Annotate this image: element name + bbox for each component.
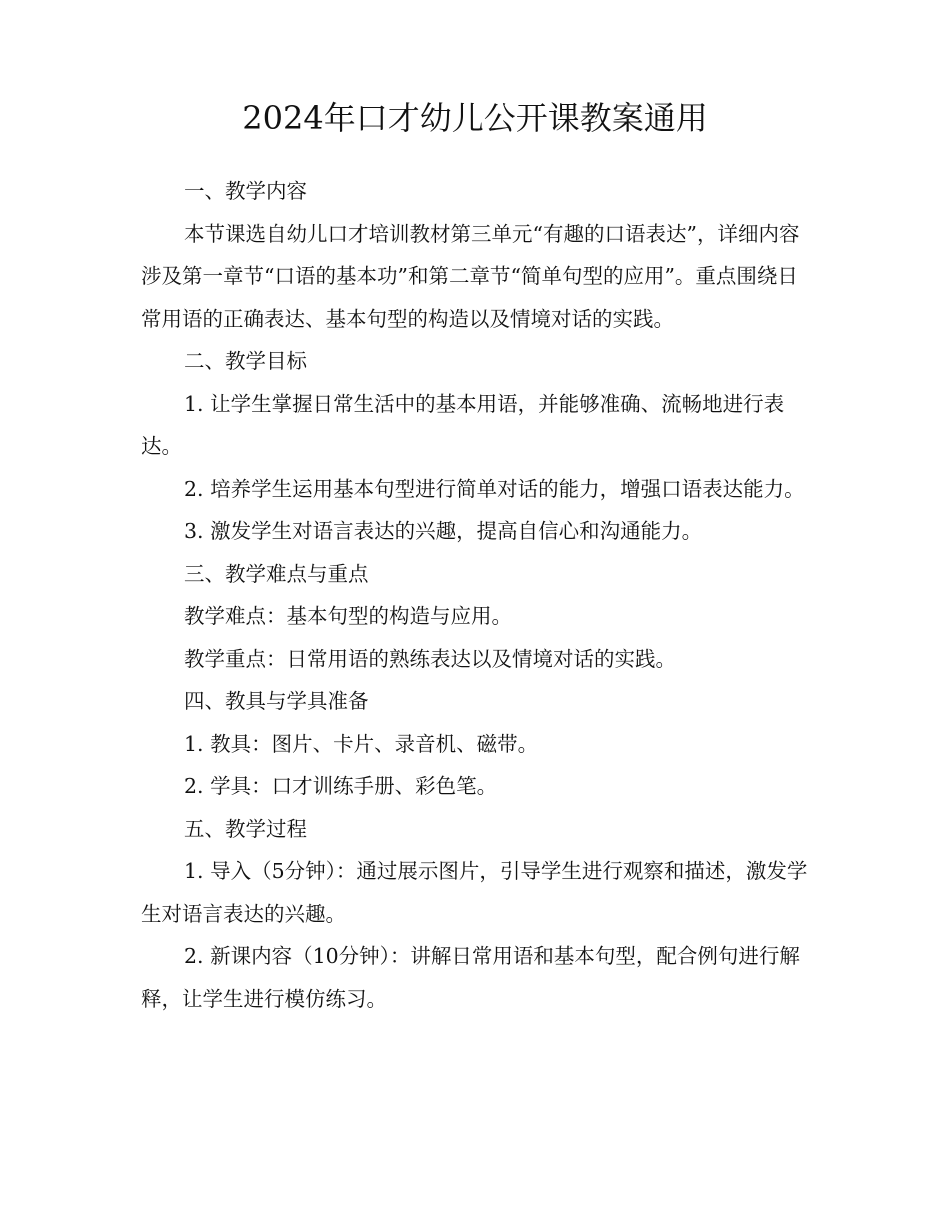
difficulty-text: 教学难点：基本句型的构造与应用。 [184, 604, 512, 628]
section-heading-process: 五、教学过程 [184, 816, 307, 841]
document-body [141, 170, 811, 1020]
key-point-text: 教学重点：日常用语的熟练表达以及情境对话的实践。 [184, 646, 676, 671]
process-item-1: 1. 导入（5分钟）：通过展示图片，引导学生进行观察和描述，激发学生对语言表达的兴趣。 [141, 859, 808, 926]
materials-item-1: 1. 教具：图片、卡片、录音机、磁带。 [184, 731, 539, 756]
section-heading-materials: 四、教具与学具准备 [184, 689, 369, 713]
process-item-2: 2. 新课内容（10分钟）：讲解日常用语和基本句型，配合例句进行解释，让学生进行模仿练习。 [141, 944, 800, 1011]
document-title: 2024年口才幼儿公开课教案通用 [242, 99, 708, 137]
paragraph-content-description: 本节课选自幼儿口才培训教材第三单元“有趣的口语表达”，详细内容涉及第一章节“口语的基本功”和第二章节“简单句型的应用”。重点围绕日常用语的正确表达、基本句型的构造以及情境对话的实践。 [141, 221, 800, 331]
section-heading-content: 一、教学内容 [184, 179, 307, 203]
section-heading-difficulties: 三、教学难点与重点 [184, 561, 369, 586]
section-heading-objectives: 二、教学目标 [184, 349, 307, 373]
objective-item-1: 1. 让学生掌握日常生活中的基本用语，并能够准确、流畅地进行表达。 [141, 391, 785, 458]
objective-item-3: 3. 激发学生对语言表达的兴趣，提高自信心和沟通能力。 [184, 519, 703, 543]
objective-item-2: 2. 培养学生运用基本句型进行简单对话的能力，增强口语表达能力。 [184, 476, 805, 501]
materials-item-2: 2. 学具：口才训练手册、彩色笔。 [184, 774, 498, 798]
